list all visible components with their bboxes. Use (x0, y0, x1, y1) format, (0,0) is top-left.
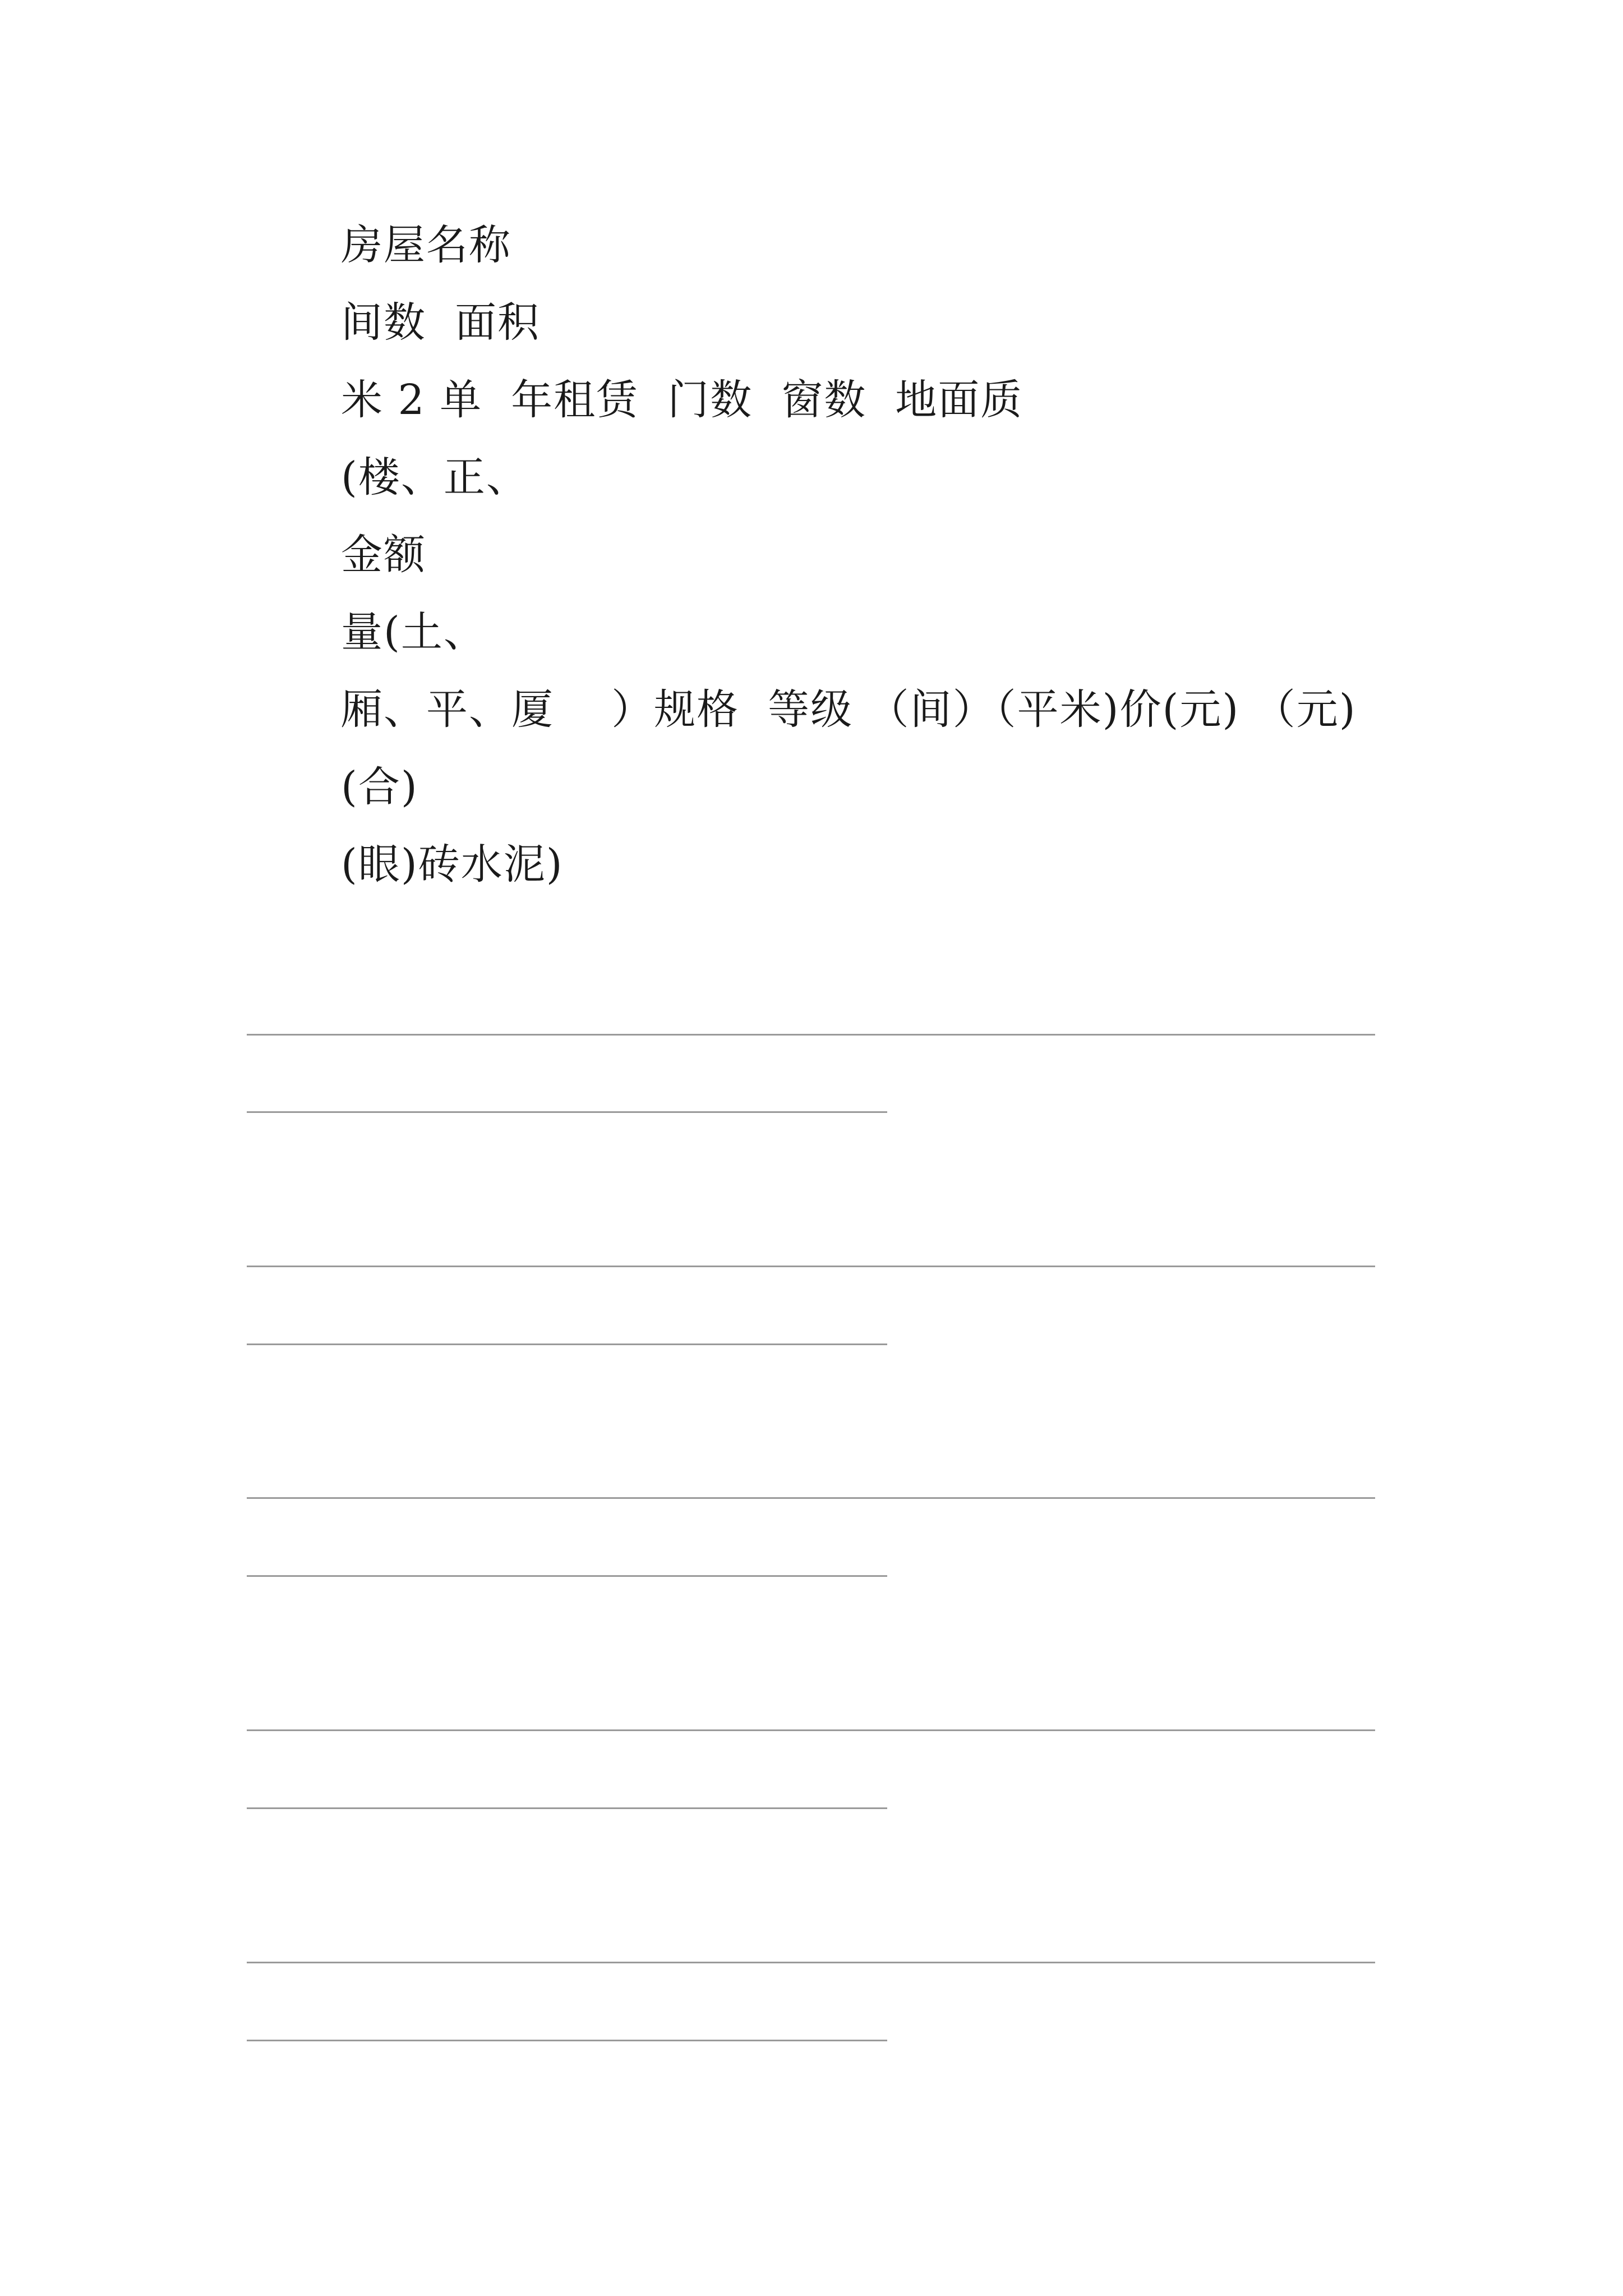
blank-rule-5-full (247, 1962, 1375, 1963)
blank-rule-3-short (247, 1575, 887, 1577)
blank-rule-2-short (247, 1343, 887, 1345)
text-line-window-count-unit: (眼)砖水泥) (341, 840, 564, 889)
document-text-block (341, 206, 1407, 903)
blank-rule-3-full (247, 1497, 1375, 1499)
blank-rule-4-short (247, 1807, 887, 1809)
blank-rule-1-full (247, 1034, 1375, 1036)
blank-rule-2-full (247, 1266, 1375, 1267)
blank-rule-5-short (247, 2040, 887, 2041)
text-line-rooms-area: 间数 面积 (341, 298, 541, 347)
blank-rule-1-short (247, 1111, 887, 1113)
text-line-amount: 金额 (341, 531, 426, 579)
text-line-building-type: (楼、正、 (341, 453, 529, 501)
text-line-house-name: 房屋名称 (341, 221, 511, 269)
text-line-floor-material: 量(土、 (341, 608, 486, 656)
text-line-door-count-unit: (合) (341, 763, 418, 811)
text-line-columns: 米 2 单 年租赁 门数 窗数 地面质 (341, 376, 1023, 424)
text-line-spec-grade-units: 厢、平、厦 ）规格 等级 （间）（平米)价(元) （元) (341, 685, 1357, 734)
blank-rule-4-full (247, 1729, 1375, 1731)
